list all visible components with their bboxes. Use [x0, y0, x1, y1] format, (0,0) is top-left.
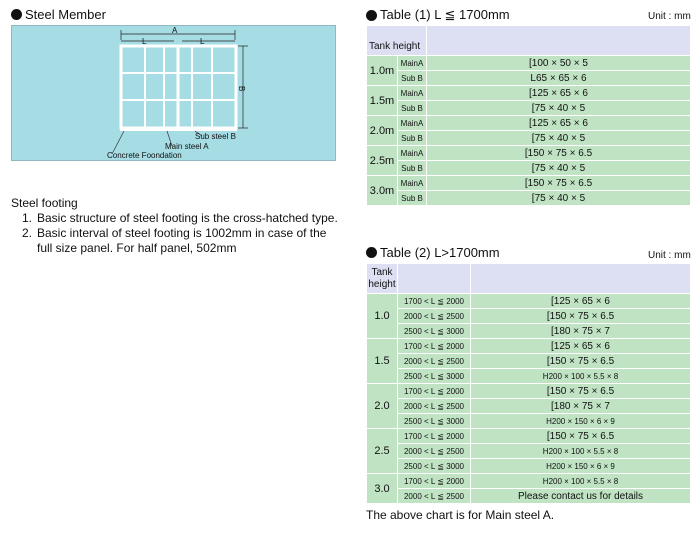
- table1-row-main: [367, 56, 691, 71]
- table1-row-main: [367, 116, 691, 131]
- table2-value-cell: [150 × 75 × 6.5: [471, 354, 691, 369]
- table2-value-cell: [180 × 75 × 7: [471, 324, 691, 339]
- table2-value-cell: H200 × 100 × 5.5 × 8: [471, 369, 691, 384]
- table1-main-value: [150 × 75 × 6.5: [427, 176, 691, 191]
- table1-main-label: MainA: [398, 116, 427, 131]
- table1-sub-label: Sub B: [398, 71, 427, 86]
- table2-header-blank-value: [471, 264, 691, 294]
- table1-sub-label: Sub B: [398, 161, 427, 176]
- table2-title-text: Table (2) L>1700mm: [380, 245, 500, 260]
- label-a: A: [172, 26, 178, 35]
- steel-member-drawing: [12, 26, 337, 162]
- table2-row: [367, 429, 691, 444]
- table2-tank-height-cell: 2.5: [367, 429, 398, 474]
- table2-row: [367, 474, 691, 489]
- footing-note-1: [11, 211, 341, 226]
- table1-sub-label: Sub B: [398, 101, 427, 116]
- table2-title: [366, 245, 500, 260]
- table2-range-cell: 2500 < L ≦ 3000: [398, 369, 471, 384]
- table1-row-main: [367, 86, 691, 101]
- table2-range-cell: 1700 < L ≦ 2000: [398, 384, 471, 399]
- table1-sub-label: Sub B: [398, 191, 427, 206]
- table1-main-label: MainA: [398, 176, 427, 191]
- table2-row: [367, 324, 691, 339]
- table2-range-cell: 2000 < L ≦ 2500: [398, 399, 471, 414]
- footing-note-2: [11, 226, 341, 241]
- steel-member-diagram: [11, 25, 336, 161]
- bullet-icon: [366, 10, 377, 21]
- table1-row-sub: [367, 191, 691, 206]
- table1-tank-height-cell: 2.0m: [367, 116, 398, 146]
- table1-sub-value: L65 × 65 × 6: [427, 71, 691, 86]
- note-1-number: 1.: [22, 211, 33, 225]
- table1-unit: Unit : mm: [648, 11, 691, 22]
- steel-member-title-text: Steel Member: [25, 7, 106, 22]
- label-b: B: [237, 86, 246, 92]
- table2-row: [367, 339, 691, 354]
- table2-range-cell: 2500 < L ≦ 3000: [398, 459, 471, 474]
- table2-value-cell: H200 × 100 × 5.5 × 8: [471, 474, 691, 489]
- table1-tank-height-cell: 3.0m: [367, 176, 398, 206]
- table1-row-sub: [367, 161, 691, 176]
- table1-title-text: Table (1) L ≦ 1700mm: [380, 7, 510, 22]
- table2-value-cell: [150 × 75 × 6.5: [471, 384, 691, 399]
- table1-tank-height-cell: 1.5m: [367, 86, 398, 116]
- label-l-left: L: [142, 37, 147, 46]
- table1-main-value: [100 × 50 × 5: [427, 56, 691, 71]
- table1-header-row: [367, 26, 691, 56]
- table2-row: [367, 294, 691, 309]
- table2-value-cell: [180 × 75 × 7: [471, 399, 691, 414]
- table2: [366, 263, 691, 504]
- note-2-text: Basic interval of steel footing is 1002mm in case of the: [37, 226, 327, 240]
- table2-tank-height-cell: 3.0: [367, 474, 398, 504]
- table2-tank-height-cell: 2.0: [367, 384, 398, 429]
- table2-row: [367, 369, 691, 384]
- note-2-number: 2.: [22, 226, 33, 240]
- table2-row: [367, 414, 691, 429]
- steel-footing-heading: Steel footing: [11, 196, 78, 210]
- bullet-icon: [366, 247, 377, 258]
- table2-value-cell: [150 × 75 × 6.5: [471, 429, 691, 444]
- table1-sub-value: [75 × 40 × 5: [427, 131, 691, 146]
- table1-row-sub: [367, 131, 691, 146]
- table1-sub-value: [75 × 40 × 5: [427, 161, 691, 176]
- table2-header-line-2: height: [368, 278, 396, 290]
- table2-row: [367, 309, 691, 324]
- table1-row-main: [367, 176, 691, 191]
- table1-sub-label: Sub B: [398, 131, 427, 146]
- table2-range-cell: 1700 < L ≦ 2000: [398, 294, 471, 309]
- table2-tank-height-cell: 1.5: [367, 339, 398, 384]
- table1-sub-value: [75 × 40 × 5: [427, 191, 691, 206]
- table2-header-line-1: Tank: [371, 266, 393, 278]
- callout-main-steel-a: Main steel A: [165, 142, 209, 151]
- footing-note-2-continued: full size panel. For half panel, 502mm: [37, 241, 237, 255]
- callout-sub-steel-b: Sub steel B: [195, 132, 236, 141]
- table1: [366, 25, 691, 206]
- table2-value-cell: [125 × 65 × 6: [471, 339, 691, 354]
- table1-header-tank-height: Tank height: [367, 26, 427, 56]
- table2-row: [367, 459, 691, 474]
- table2-range-cell: 1700 < L ≦ 2000: [398, 339, 471, 354]
- table2-header-tank-height: [367, 264, 398, 294]
- table2-value-cell: Please contact us for details: [471, 489, 691, 504]
- steel-member-title: [11, 7, 106, 22]
- table1-sub-value: [75 × 40 × 5: [427, 101, 691, 116]
- table2-value-cell: [150 × 75 × 6.5: [471, 309, 691, 324]
- table2-row: [367, 354, 691, 369]
- table2-row: [367, 399, 691, 414]
- table1-main-label: MainA: [398, 56, 427, 71]
- table2-range-cell: 2000 < L ≦ 2500: [398, 354, 471, 369]
- table2-range-cell: 1700 < L ≦ 2000: [398, 429, 471, 444]
- table2-value-cell: H200 × 100 × 5.5 × 8: [471, 444, 691, 459]
- table2-row: [367, 444, 691, 459]
- table2-unit: Unit : mm: [648, 250, 691, 261]
- callout-concrete-foundation: Concrete Foondation: [107, 151, 182, 160]
- table2-header-blank-range: [398, 264, 471, 294]
- table2-range-cell: 2000 < L ≦ 2500: [398, 444, 471, 459]
- table2-row: [367, 489, 691, 504]
- table2-tank-height-cell: 1.0: [367, 294, 398, 339]
- table2-value-cell: H200 × 150 × 6 × 9: [471, 414, 691, 429]
- table2-range-cell: 2500 < L ≦ 3000: [398, 414, 471, 429]
- table2-range-cell: 2000 < L ≦ 2500: [398, 489, 471, 504]
- note-1-text: Basic structure of steel footing is the cross-hatched type.: [37, 211, 338, 225]
- table2-header-row: [367, 264, 691, 294]
- table1-row-sub: [367, 71, 691, 86]
- label-l-right: L: [200, 37, 205, 46]
- table2-value-cell: [125 × 65 × 6: [471, 294, 691, 309]
- table1-tank-height-cell: 1.0m: [367, 56, 398, 86]
- table2-range-cell: 2500 < L ≦ 3000: [398, 324, 471, 339]
- table1-tank-height-cell: 2.5m: [367, 146, 398, 176]
- table2-row: [367, 384, 691, 399]
- table1-header-blank: [427, 26, 691, 56]
- table1-main-label: MainA: [398, 146, 427, 161]
- table1-row-sub: [367, 101, 691, 116]
- table2-range-cell: 1700 < L ≦ 2000: [398, 474, 471, 489]
- table1-row-main: [367, 146, 691, 161]
- table1-main-value: [125 × 65 × 6: [427, 116, 691, 131]
- table1-main-value: [125 × 65 × 6: [427, 86, 691, 101]
- table2-range-cell: 2000 < L ≦ 2500: [398, 309, 471, 324]
- steel-footing-notes: [11, 196, 341, 256]
- table1-title: [366, 7, 510, 23]
- table2-value-cell: H200 × 150 × 6 × 9: [471, 459, 691, 474]
- steel-base: [120, 127, 237, 131]
- bullet-icon: [11, 9, 22, 20]
- table2-caption: The above chart is for Main steel A.: [366, 508, 555, 522]
- table1-main-label: MainA: [398, 86, 427, 101]
- table1-main-value: [150 × 75 × 6.5: [427, 146, 691, 161]
